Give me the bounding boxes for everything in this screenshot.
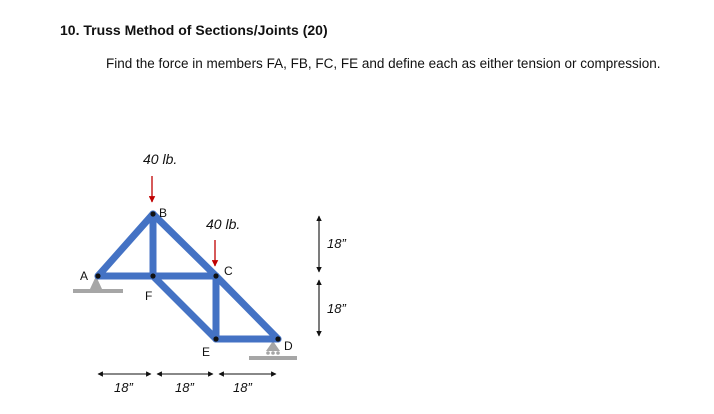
member-ab <box>98 214 153 276</box>
joint-label-c: C <box>224 264 233 278</box>
dim-horizontal-2-label: 18” <box>175 380 194 395</box>
problem-title: 10. Truss Method of Sections/Joints (20) <box>60 22 328 38</box>
dim-horizontal-3-label: 18” <box>233 380 252 395</box>
dim-vertical-upper-label: 18” <box>327 236 346 251</box>
problem-statement: Find the force in members FA, FB, FC, FE and define each as either tension or compression. <box>106 56 661 71</box>
dim-horizontal-1-label: 18” <box>114 380 133 395</box>
load-label-b: 40 lb. <box>143 151 178 167</box>
joint-a <box>95 273 100 278</box>
member-fe <box>153 276 216 339</box>
joint-e <box>213 336 218 341</box>
joint-c <box>213 273 218 278</box>
joint-f <box>150 273 155 278</box>
joint-label-d: D <box>284 339 293 353</box>
joint-label-f: F <box>145 289 153 303</box>
joint-b <box>150 211 155 216</box>
joint-label-a: A <box>80 269 89 283</box>
load-label-c: 40 lb. <box>206 216 241 232</box>
joint-label-e: E <box>202 345 211 359</box>
joint-d <box>275 336 280 341</box>
joint-label-b: B <box>159 206 168 220</box>
member-cd <box>216 276 278 339</box>
dim-vertical-lower-label: 18” <box>327 301 346 316</box>
